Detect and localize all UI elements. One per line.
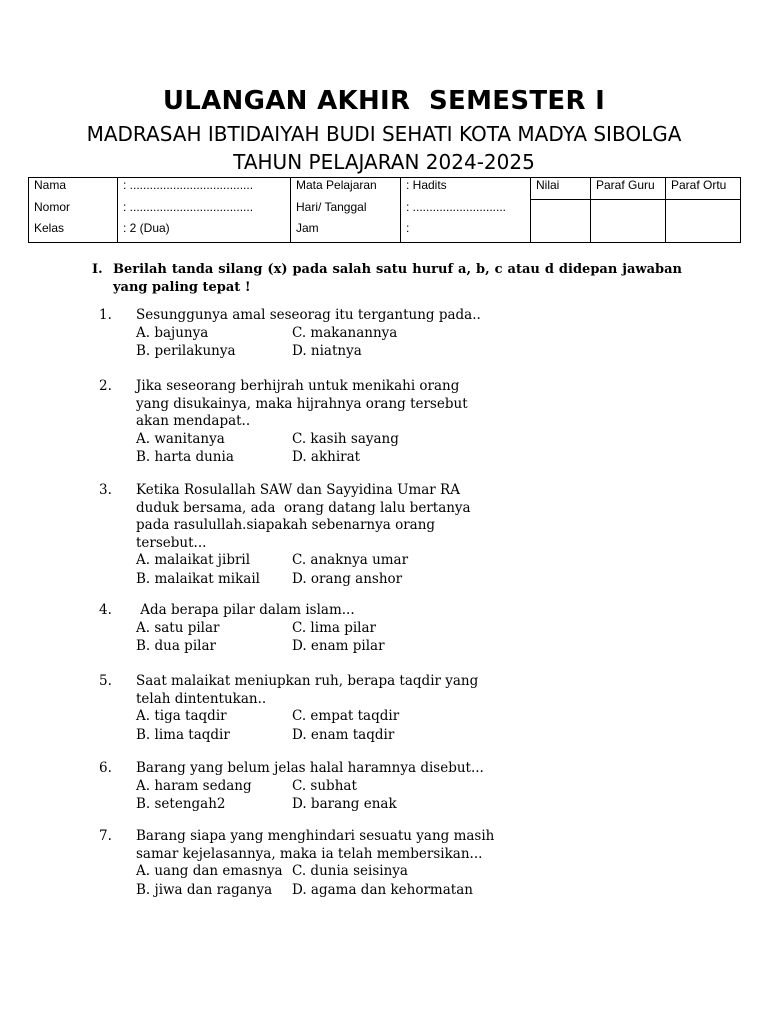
question-text	[136, 602, 599, 620]
question-text-line: yang disukainya, maka hijrahnya orang tersebut	[136, 395, 468, 412]
option-d[interactable]: D. enam taqdir	[292, 726, 395, 743]
option-row	[136, 796, 599, 815]
paraf-ortu-box	[666, 200, 741, 243]
option-c[interactable]: C. makanannya	[292, 324, 398, 341]
question-4	[99, 602, 599, 657]
academic-year: TAHUN PELAJARAN 2024-2025	[233, 150, 535, 174]
section-instruction	[92, 261, 682, 297]
option-row	[136, 343, 599, 362]
question-text-line: Saat malaikat meniupkan ruh, berapa taqdir yang	[136, 673, 479, 689]
question-text-line: Ketika Rosulallah SAW dan Sayyidina Umar RA	[136, 482, 460, 498]
option-c[interactable]: C. dunia seisinya	[292, 863, 408, 879]
question-text	[136, 673, 599, 708]
jam-label: Jam	[291, 221, 401, 243]
option-b[interactable]: B. lima taqdir	[136, 726, 230, 743]
question-6	[99, 760, 599, 815]
question-text-line: Barang siapa yang menghindari sesuatu yang masih	[136, 828, 495, 844]
hari-label: Hari/ Tanggal	[291, 200, 401, 221]
option-a[interactable]: A. tiga taqdir	[136, 708, 227, 724]
nilai-label: Nilai	[531, 178, 591, 200]
instruction-text: Berilah tanda silang (x) pada salah satu huruf a, b, c atau d didepan jawaban yang paling tepat !	[113, 262, 682, 295]
student-info-table	[28, 177, 741, 243]
question-number: 7.	[99, 828, 112, 844]
option-row	[136, 431, 599, 450]
question-number: 4.	[99, 602, 112, 618]
question-text-line: Ada berapa pilar dalam islam...	[136, 602, 355, 618]
paraf-guru-box	[591, 200, 666, 243]
option-b[interactable]: B. setengah2	[136, 796, 226, 812]
option-d[interactable]: D. niatnya	[292, 343, 362, 359]
option-a[interactable]: A. wanitanya	[136, 430, 225, 447]
question-text-line: duduk bersama, ada orang datang lalu bertanya	[136, 499, 471, 516]
option-d[interactable]: D. orang anshor	[292, 570, 403, 587]
question-number: 3.	[99, 482, 112, 498]
option-c[interactable]: C. lima pilar	[292, 619, 376, 636]
question-text	[136, 307, 599, 325]
question-text	[136, 482, 599, 552]
option-row	[136, 638, 599, 657]
question-text	[136, 378, 599, 431]
question-number: 2.	[99, 378, 112, 394]
option-row	[136, 778, 599, 797]
nomor-label: Nomor	[29, 200, 118, 221]
option-row	[136, 325, 599, 344]
option-b[interactable]: B. perilakunya	[136, 343, 236, 359]
question-5	[99, 673, 599, 745]
question-text-line: akan mendapat..	[136, 413, 251, 429]
option-d[interactable]: D. akhirat	[292, 449, 361, 465]
option-row	[136, 863, 599, 882]
option-b[interactable]: B. harta dunia	[136, 449, 234, 465]
option-c[interactable]: C. empat taqdir	[292, 708, 400, 724]
option-d[interactable]: D. agama dan kehormatan	[292, 881, 473, 898]
option-b[interactable]: B. malaikat mikail	[136, 570, 260, 587]
option-a[interactable]: A. uang dan emasnya	[136, 863, 283, 879]
hari-value: : ............................	[401, 200, 531, 221]
jam-value: :	[401, 221, 531, 243]
option-d[interactable]: D. enam pilar	[292, 638, 385, 654]
paraf-guru-label: Paraf Guru	[591, 178, 666, 200]
nama-value: : .....................................	[118, 178, 291, 200]
option-d[interactable]: D. barang enak	[292, 796, 397, 812]
question-text	[136, 760, 599, 778]
option-a[interactable]: A. satu pilar	[136, 619, 220, 636]
option-row	[136, 552, 599, 571]
exam-title: ULANGAN AKHIR SEMESTER I	[162, 86, 606, 116]
school-name: MADRASAH IBTIDAIYAH BUDI SEHATI KOTA MADYA SIBOLGA	[86, 122, 682, 146]
section-number: I.	[92, 262, 103, 277]
mapel-label: Mata Pelajaran	[291, 178, 401, 200]
kelas-value: : 2 (Dua)	[118, 221, 291, 243]
option-row	[136, 727, 599, 746]
option-a[interactable]: A. malaikat jibril	[136, 552, 251, 568]
question-text	[136, 828, 599, 863]
question-text-line: telah dintentukan..	[136, 690, 267, 707]
mapel-value: : Hadits	[401, 178, 531, 200]
option-row	[136, 882, 599, 901]
option-row	[136, 449, 599, 468]
question-number: 5.	[99, 673, 112, 689]
question-text-line: Jika seseorang berhijrah untuk menikahi orang	[136, 378, 460, 394]
option-a[interactable]: A. bajunya	[136, 324, 209, 341]
nomor-value: : .....................................	[118, 200, 291, 221]
kelas-label: Kelas	[29, 221, 118, 243]
question-text-line: Barang yang belum jelas halal haramnya disebut...	[136, 760, 484, 776]
question-text-line: pada rasulullah.siapakah sebenarnya orang	[136, 517, 436, 533]
option-b[interactable]: B. dua pilar	[136, 638, 216, 654]
paraf-ortu-label: Paraf Ortu	[666, 178, 741, 200]
question-text-line: samar kejelasannya, maka ia telah membersikan...	[136, 845, 483, 862]
question-2	[99, 378, 599, 468]
option-c[interactable]: C. kasih sayang	[292, 430, 399, 447]
nama-label: Nama	[29, 178, 118, 200]
question-text-line: tersebut...	[136, 534, 207, 551]
option-b[interactable]: B. jiwa dan raganya	[136, 881, 273, 898]
question-3	[99, 482, 599, 589]
question-1	[99, 307, 599, 362]
option-c[interactable]: C. anaknya umar	[292, 552, 409, 568]
option-row	[136, 571, 599, 590]
question-number: 6.	[99, 760, 112, 776]
option-a[interactable]: A. haram sedang	[136, 777, 252, 794]
option-row	[136, 620, 599, 639]
option-row	[136, 708, 599, 727]
option-c[interactable]: C. subhat	[292, 777, 357, 794]
question-7	[99, 828, 599, 900]
nilai-box	[531, 200, 591, 243]
question-number: 1.	[99, 307, 112, 323]
question-text-line: Sesunggunya amal seseorag itu tergantung pada..	[136, 307, 481, 323]
